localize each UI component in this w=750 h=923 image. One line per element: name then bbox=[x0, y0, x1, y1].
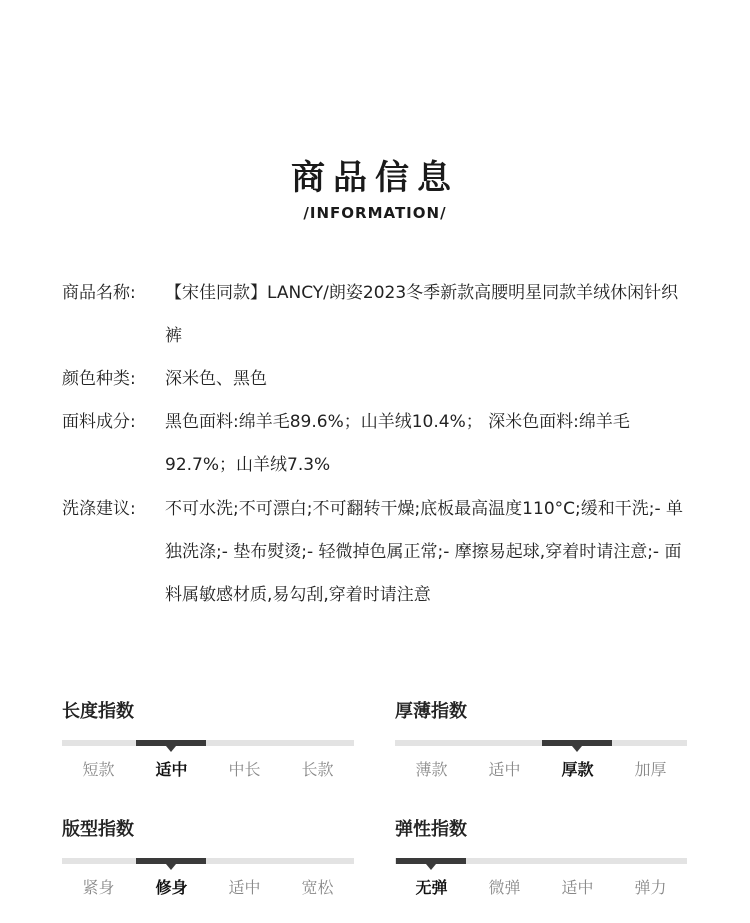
index-options bbox=[62, 876, 354, 900]
info-label: 洗涤建议: bbox=[62, 499, 136, 519]
index-option: 短款 bbox=[82, 760, 115, 779]
info-label: 商品名称: bbox=[62, 283, 136, 303]
info-label: 面料成分: bbox=[62, 412, 136, 432]
info-label: 颜色种类: bbox=[62, 369, 136, 389]
index-indicator bbox=[136, 740, 206, 746]
elasticity-index bbox=[395, 818, 687, 897]
info-value: 不可水洗;不可漂白;不可翻转干燥;底板最高温度110°C;缓和干洗;- 单独洗涤;- 垫布熨烫;- 轻微掉色属正常;- 摩擦易起球,穿着时请注意;- 面料属敏感材质,易勾刮,穿着时请注意 bbox=[165, 499, 683, 605]
page-subtitle: /INFORMATION/ bbox=[303, 204, 447, 222]
info-value: 黑色面料:绵羊毛89.6%；山羊绒10.4%； 深米色面料:绵羊毛92.7%；山羊绒7.3% bbox=[165, 412, 630, 475]
info-value: 【宋佳同款】LANCY/朗姿2023冬季新款高腰明星同款羊绒休闲针织裤 bbox=[165, 283, 679, 346]
index-bar bbox=[62, 858, 354, 864]
info-value: 深米色、黑色 bbox=[165, 369, 267, 389]
index-options bbox=[62, 758, 354, 782]
index-option: 紧身 bbox=[82, 878, 115, 897]
index-option: 适中 bbox=[488, 760, 521, 779]
index-option: 修身 bbox=[155, 878, 188, 897]
index-title: 弹性指数 bbox=[395, 819, 467, 840]
fit-index bbox=[62, 818, 354, 897]
index-title: 版型指数 bbox=[62, 819, 134, 840]
index-options bbox=[395, 758, 687, 782]
index-indicator bbox=[396, 858, 466, 864]
index-option: 无弹 bbox=[415, 878, 448, 897]
index-indicator bbox=[542, 740, 612, 746]
index-title: 长度指数 bbox=[62, 701, 134, 722]
index-option: 微弹 bbox=[488, 878, 521, 897]
index-option: 厚款 bbox=[561, 760, 594, 779]
index-option: 中长 bbox=[228, 760, 261, 779]
index-option: 宽松 bbox=[301, 878, 334, 897]
index-bar bbox=[62, 740, 354, 746]
thickness-index bbox=[395, 700, 687, 779]
index-option: 适中 bbox=[228, 878, 261, 897]
index-options bbox=[395, 876, 687, 900]
page-title: 商品信息 bbox=[291, 158, 459, 198]
index-bar bbox=[395, 858, 687, 864]
index-option: 长款 bbox=[301, 760, 334, 779]
index-title: 厚薄指数 bbox=[395, 701, 467, 722]
index-bar bbox=[395, 740, 687, 746]
index-option: 适中 bbox=[561, 878, 594, 897]
index-option: 加厚 bbox=[634, 760, 667, 779]
index-option: 薄款 bbox=[415, 760, 448, 779]
index-option: 弹力 bbox=[634, 878, 667, 897]
index-option: 适中 bbox=[155, 760, 188, 779]
index-indicator bbox=[136, 858, 206, 864]
length-index bbox=[62, 700, 354, 779]
